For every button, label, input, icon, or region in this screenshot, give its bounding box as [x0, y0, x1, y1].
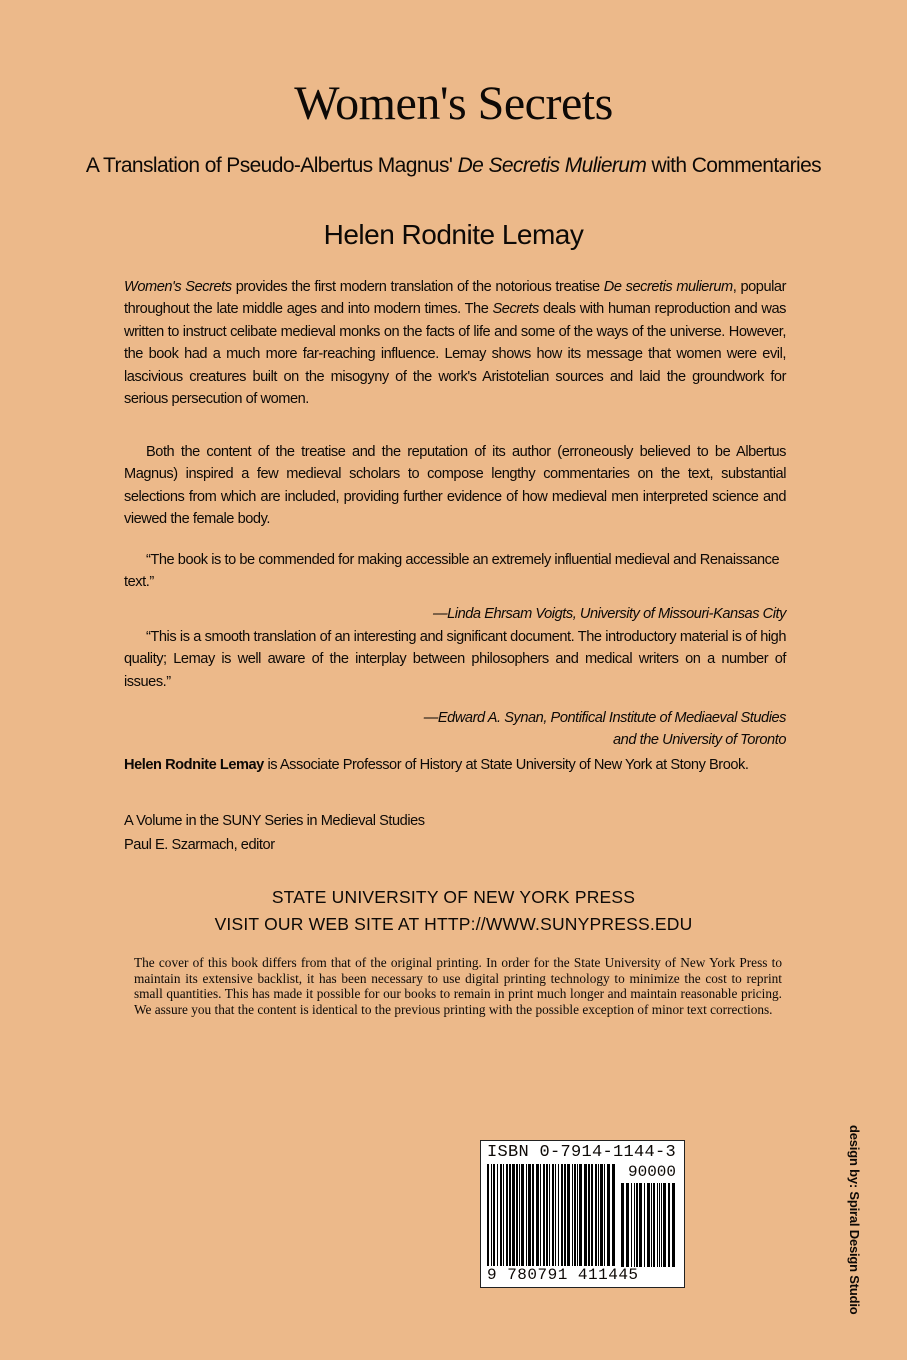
barcode-bar — [528, 1164, 531, 1266]
barcode-bar — [546, 1164, 548, 1266]
barcode-bar — [543, 1164, 545, 1266]
barcode-bar — [644, 1183, 645, 1267]
design-credit: design by: Spiral Design Studio — [847, 1125, 862, 1315]
barcode-bar — [536, 1164, 539, 1266]
barcode-bar — [661, 1183, 662, 1267]
book-author: Helen Rodnite Lemay — [323, 219, 584, 250]
barcode-bar — [639, 1183, 642, 1267]
barcode-bar — [651, 1183, 652, 1267]
barcode-bar — [521, 1164, 524, 1266]
barcode-bars — [487, 1164, 617, 1266]
series-line: A Volume in the SUNY Series in Medieval Studies — [124, 813, 425, 829]
title-italic: Women's Secrets — [124, 279, 232, 295]
reprint-notice: The cover of this book differs from that of the original printing. In order for the State University of New York Press to maintain its extensive backlist, it has been necessary to use digital printing technology to minimize the cost to reprint small quantities. This has made it possible for our books to remain in print much longer and maintain reasonable pricing. We assure you that the content is identical to the previous printing with the possible exception of minor text corrections. — [134, 955, 782, 1017]
isbn-number: ISBN 0-7914-1144-3 — [487, 1143, 677, 1162]
price-addon-code: 90000 — [627, 1163, 676, 1181]
barcode-bar — [631, 1183, 632, 1267]
barcode-bar — [634, 1183, 635, 1267]
barcode-bar — [500, 1164, 502, 1266]
secrets-italic: Secrets — [492, 301, 539, 318]
barcode-bar — [579, 1164, 582, 1266]
publisher-website: VISIT OUR WEB SITE AT HTTP://WWW.SUNYPRESS.EDU — [214, 914, 693, 934]
barcode-bar — [497, 1164, 498, 1266]
barcode-bar — [561, 1164, 563, 1266]
author-bio-name: Helen Rodnite Lemay — [124, 757, 264, 773]
author-bio-text: is Associate Professor of History at State University of New York at Stony Brook. — [263, 757, 749, 773]
barcode-bar — [653, 1183, 655, 1267]
barcode-bar — [659, 1183, 660, 1267]
barcode-bar — [558, 1164, 559, 1266]
barcode-bar — [647, 1183, 650, 1267]
barcode-bar — [588, 1164, 590, 1266]
barcode-bar — [612, 1164, 615, 1266]
review-citation-1: —Linda Ehrsam Voigts, University of Missouri-Kansas City — [432, 606, 786, 622]
citation-line-2: and the University of Toronto — [613, 732, 786, 749]
description-paragraph-2: Both the content of the treatise and the reputation of its author (erroneously believed to be Albertus Magnus) inspired a few medieval scholars to compose lengthy commentaries on the text, substantial selections from which are included, providing further evidence of how medieval men interpreted science and viewed the female body. — [124, 444, 786, 528]
barcode-bar — [672, 1183, 675, 1267]
barcode-bar — [509, 1164, 511, 1266]
barcode-bar — [549, 1164, 550, 1266]
series-editor: Paul E. Szarmach, editor — [124, 837, 275, 853]
description-text: deals with human reproduction and was written to instruct celibate medieval monks on the facts of life and some of the ways of the universe. However, the book had a much more far-reaching influence. Lemay shows how its message that women were evil, lascivious creatures built on the misogyny of the work's Aristotelian sources and laid the groundwork for serious persecution of women. — [124, 301, 787, 408]
barcode-bar — [512, 1164, 515, 1266]
review-quote-1: “The book is to be commended for making accessible an extremely influential medieval and Renaissance text.” — [124, 552, 780, 591]
isbn-barcode — [480, 1140, 685, 1288]
barcode-bar — [516, 1164, 518, 1266]
subtitle-latin-title: De Secretis Mulierum — [457, 154, 647, 177]
barcode-bar — [493, 1164, 495, 1266]
barcode-bar — [491, 1164, 492, 1266]
barcode-bar — [540, 1164, 541, 1266]
barcode-bar — [552, 1164, 554, 1266]
barcode-bar — [519, 1164, 520, 1266]
description-text: , popular throughout the late middle ages and into modern times. The — [124, 279, 786, 318]
barcode-bar — [532, 1164, 534, 1266]
barcode-bar — [567, 1164, 570, 1266]
barcode-bar — [607, 1164, 610, 1266]
subtitle-prefix: A Translation of Pseudo-Albertus Magnus' — [85, 154, 453, 177]
barcode-bar — [526, 1164, 527, 1266]
barcode-bar — [577, 1164, 578, 1266]
author-bio — [124, 754, 804, 776]
barcode-bar — [668, 1183, 670, 1267]
citation-line-1: —Edward A. Synan, Pontifical Institute of Mediaeval Studies — [423, 710, 786, 726]
barcode-bar — [604, 1164, 605, 1266]
addon-barcode-bars — [621, 1183, 676, 1267]
book-subtitle — [60, 154, 847, 178]
description-text: provides the first modern translation of the notorious treatise — [231, 279, 604, 295]
barcode-bar — [555, 1164, 556, 1266]
latin-title-italic: De secretis mulierum — [603, 279, 733, 295]
publisher-block — [0, 884, 907, 938]
barcode-bar — [591, 1164, 593, 1266]
barcode-bar — [626, 1183, 629, 1267]
review-quote-2: “This is a smooth translation of an interesting and significant document. The introductory material is of high quality; Lemay is well aware of the interplay between philosophers and medical writers on a number of issues.” — [124, 629, 786, 690]
review-citation-2 — [124, 707, 786, 752]
subtitle-suffix: with Commentaries — [651, 154, 822, 177]
barcode-bar — [574, 1164, 576, 1266]
barcode-bar — [621, 1183, 624, 1267]
barcode-bar — [506, 1164, 508, 1266]
barcode-bar — [600, 1164, 603, 1266]
barcode-bar — [503, 1164, 504, 1266]
barcode-bar — [636, 1183, 638, 1267]
barcode-bar — [487, 1164, 489, 1266]
ean-number: 9 780791 411445 — [487, 1266, 639, 1284]
barcode-bar — [572, 1164, 573, 1266]
barcode-bar — [584, 1164, 587, 1266]
barcode-bar — [663, 1183, 666, 1267]
barcode-bar — [564, 1164, 566, 1266]
barcode-bar — [657, 1183, 658, 1267]
publisher-name: STATE UNIVERSITY OF NEW YORK PRESS — [271, 887, 636, 907]
barcode-bar — [595, 1164, 597, 1266]
book-title: Women's Secrets — [294, 77, 613, 130]
description-paragraph-1 — [124, 276, 786, 410]
barcode-bar — [598, 1164, 599, 1266]
